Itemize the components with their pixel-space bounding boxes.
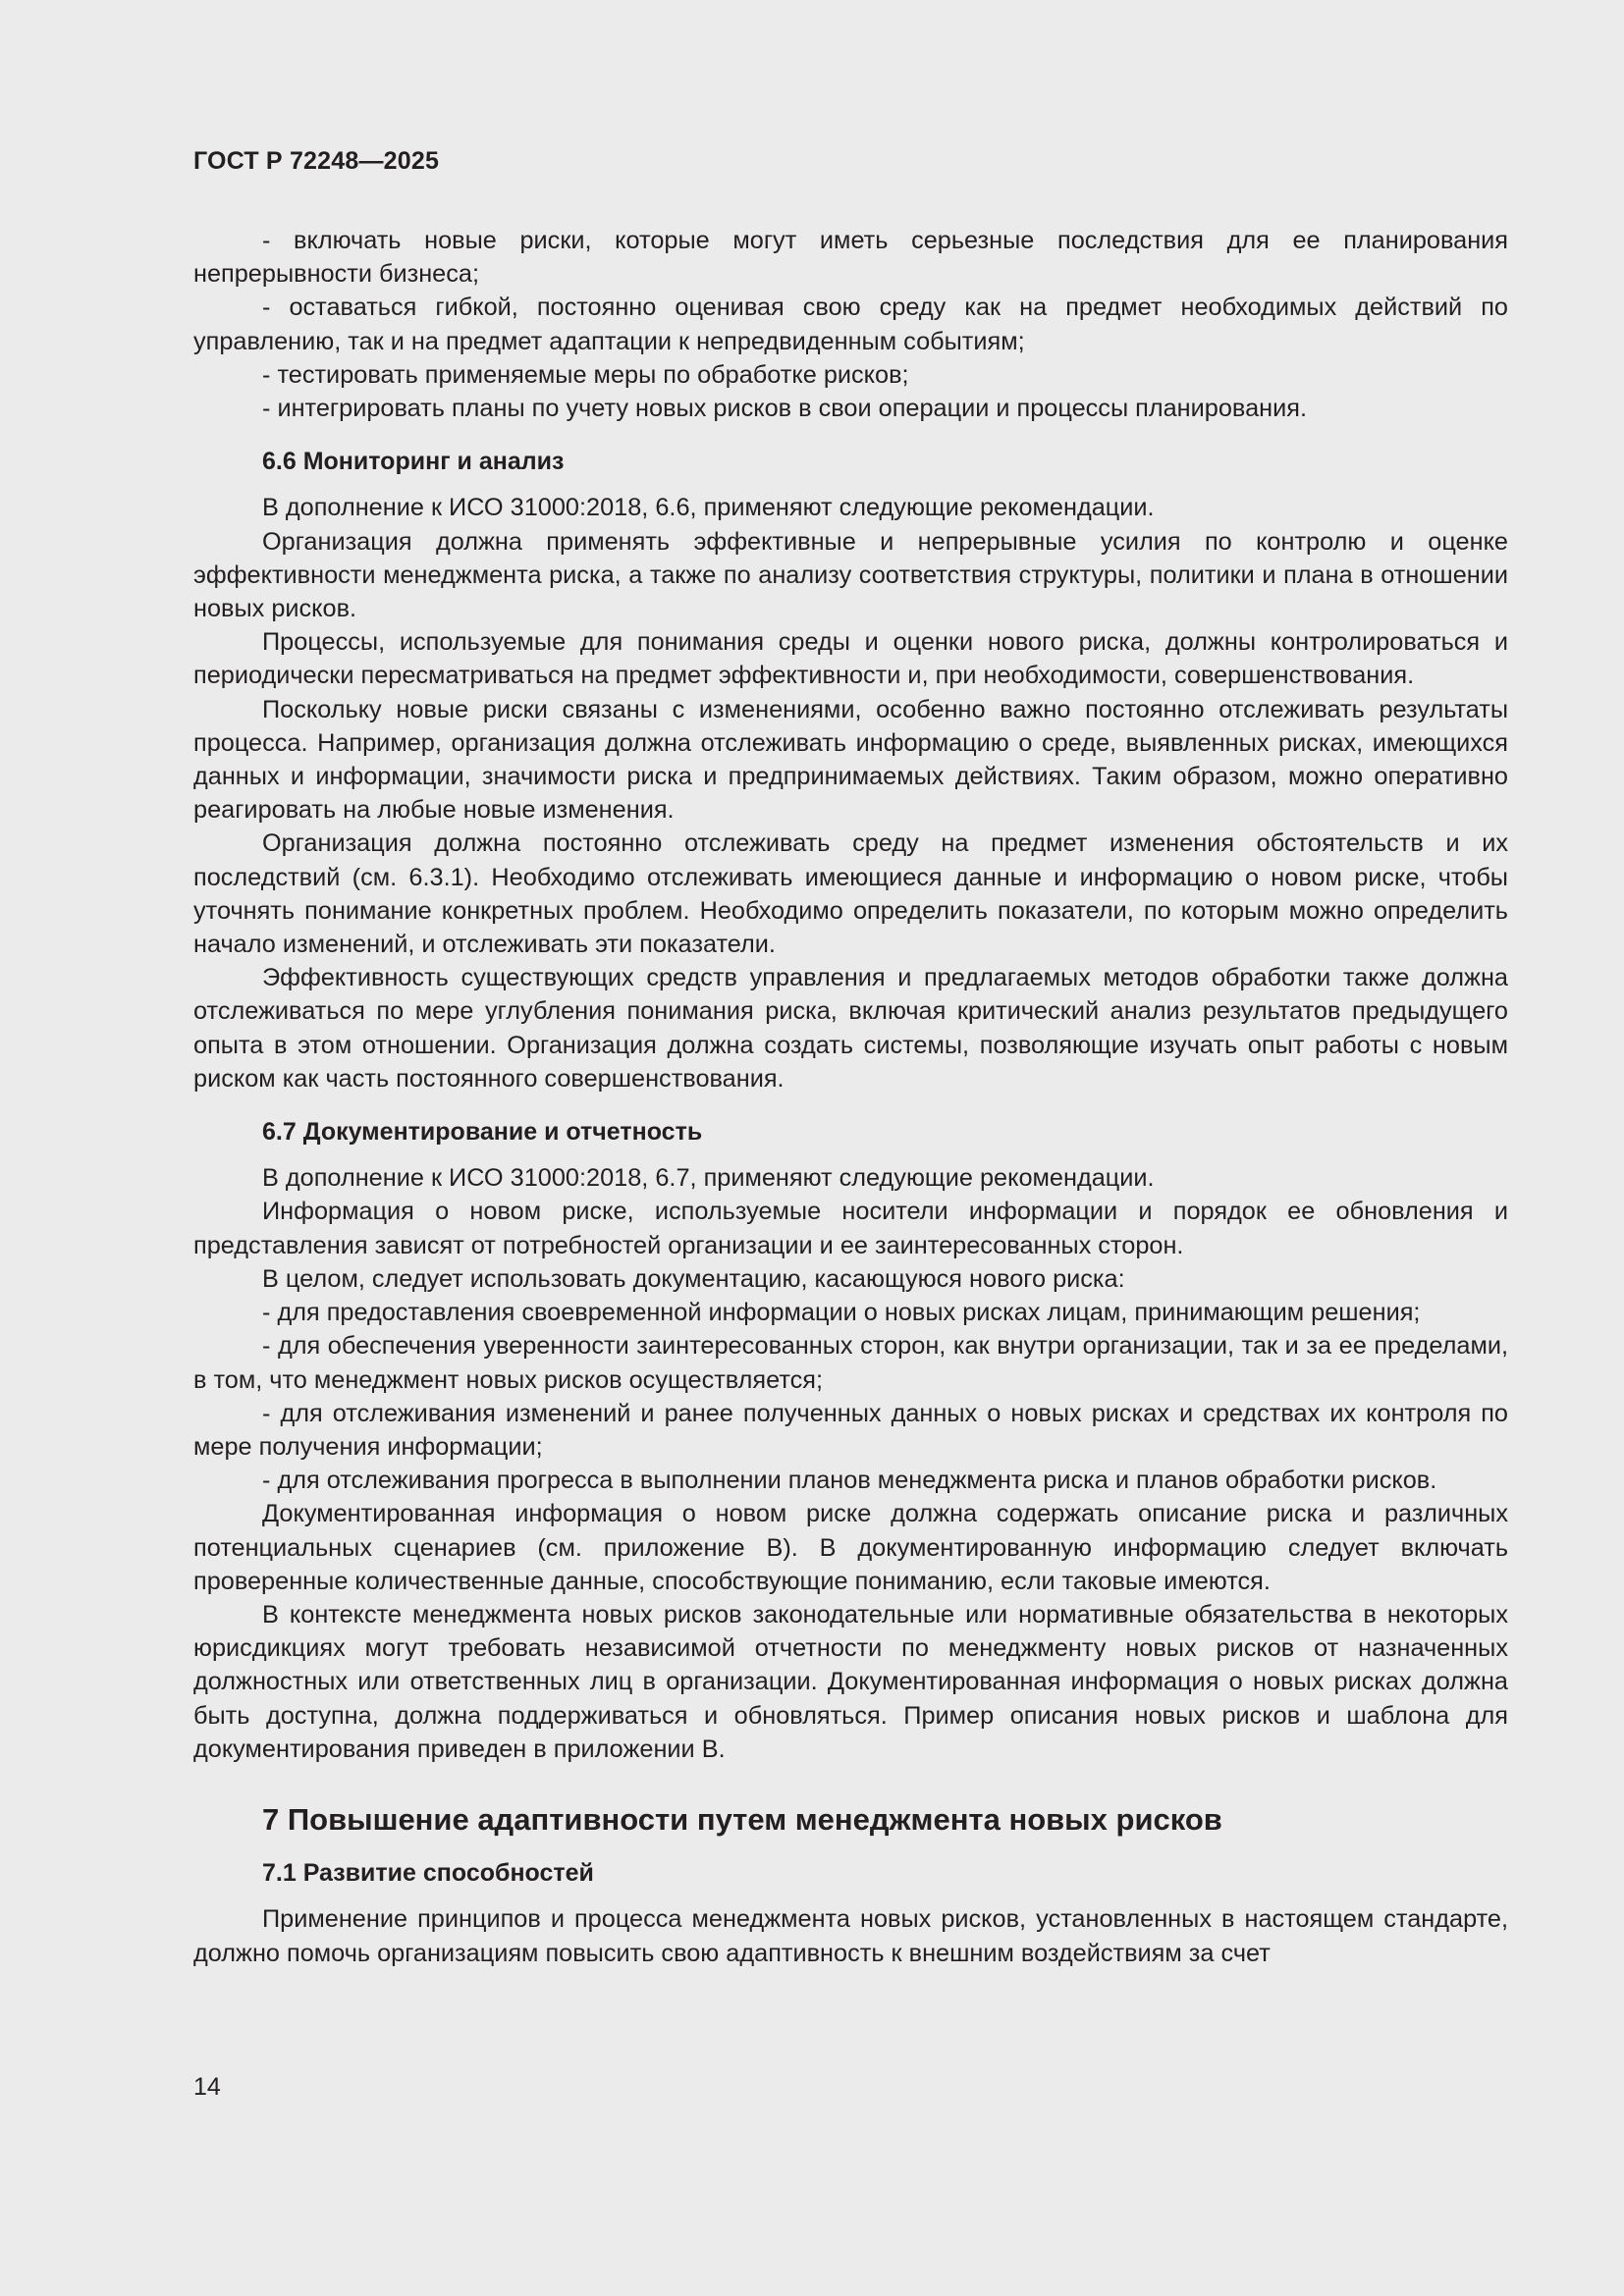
paragraph: Организация должна постоянно отслеживать среду на предмет изменения обстоятельств и их последствий (см. 6.3.1). Необходимо отслеживать имеющиеся данные и информацию о новом риске, чтобы уточнять понимание конкретных проблем. Необходимо определить показатели, по которым можно определить начало изменений, и отслеживать эти показатели. bbox=[193, 829, 1508, 959]
section-heading-6-6: 6.6 Мониторинг и анализ bbox=[262, 448, 565, 476]
paragraph: Применение принципов и процесса менеджмента новых рисков, установленных в настоящем стандарте, должно помочь организациям повысить свою адаптивность к внешним воздействиям за счет bbox=[193, 1905, 1508, 1967]
paragraph: - для отслеживания прогресса в выполнении планов менеджмента риска и планов обработки рисков. bbox=[262, 1467, 1437, 1495]
paragraph: Поскольку новые риски связаны с изменениями, особенно важно постоянно отслеживать результаты процесса. Например, организация должна отслеживать информацию о среде, выявленных рисках, имеющихся данных и информации, значимости риска и предпринимаемых действиях. Таким образом, можно оперативно реагировать на любые новые изменения. bbox=[193, 695, 1508, 825]
paragraph: Организация должна применять эффективные и непрерывные усилия по контролю и оценке эффективности менеджмента риска, а также по анализу соответствия структуры, политики и плана в отношении новых рисков. bbox=[193, 527, 1508, 623]
paragraph: - интегрировать планы по учету новых рисков в свои операции и процессы планирования. bbox=[262, 395, 1307, 423]
paragraph: - для обеспечения уверенности заинтересованных сторон, как внутри организации, так и за ее пределами, в том, что менеджмент новых рисков осуществляется; bbox=[193, 1332, 1508, 1394]
section-heading-7-1: 7.1 Развитие способностей bbox=[262, 1859, 594, 1888]
paragraph: Эффективность существующих средств управления и предлагаемых методов обработки также должна отслеживаться по мере углубления понимания риска, включая критический анализ результатов предыдущего опыта в этом отношении. Организация должна создать системы, позволяющие изучать опыт работы с новым риском как часть постоянного совершенствования. bbox=[193, 964, 1508, 1093]
paragraph: Документированная информация о новом риске должна содержать описание риска и различных потенциальных сценариев (см. приложение В). В документированную информацию следует включать проверенные количественные данные, способствующие пониманию, если таковые имеются. bbox=[193, 1500, 1508, 1595]
paragraph: - включать новые риски, которые могут иметь серьезные последствия для ее планирования непрерывности бизнеса; bbox=[193, 227, 1508, 289]
paragraph: В дополнение к ИСО 31000:2018, 6.6, применяют следующие рекомендации. bbox=[262, 494, 1155, 522]
document-header-code: ГОСТ Р 72248—2025 bbox=[193, 147, 440, 175]
paragraph: Процессы, используемые для понимания среды и оценки нового риска, должны контролироваться и периодически пересматриваться на предмет эффективности и, при необходимости, совершенствования. bbox=[193, 628, 1508, 690]
document-body bbox=[193, 224, 1508, 1970]
chapter-heading-7: 7 Повышение адаптивности путем менеджмента новых рисков bbox=[262, 1801, 1222, 1837]
paragraph: - для предоставления своевременной информации о новых рисках лицам, принимающим решения; bbox=[262, 1299, 1421, 1327]
paragraph: В дополнение к ИСО 31000:2018, 6.7, применяют следующие рекомендации. bbox=[262, 1164, 1155, 1193]
section-heading-6-7: 6.7 Документирование и отчетность bbox=[262, 1118, 703, 1147]
paragraph: Информация о новом риске, используемые носители информации и порядок ее обновления и представления зависят от потребностей организации и ее заинтересованных сторон. bbox=[193, 1198, 1508, 1259]
paragraph: - тестировать применяемые меры по обработке рисков; bbox=[262, 360, 909, 389]
paragraph: В контексте менеджмента новых рисков законодательные или нормативные обязательства в некоторых юрисдикциях могут требовать независимой отчетности по менеджменту новых рисков от назначенных должностных или ответственных лиц в организации. Документированная информация о новых рисках должна быть доступна, должна поддерживаться и обновляться. Пример описания новых рисков и шаблона для документирования приведен в приложении В. bbox=[193, 1600, 1508, 1763]
paragraph: - оставаться гибкой, постоянно оценивая свою среду как на предмет необходимых действий по управлению, так и на предмет адаптации к непредвиденным событиям; bbox=[193, 294, 1508, 355]
paragraph: - для отслеживания изменений и ранее полученных данных о новых рисках и средствах их контроля по мере получения информации; bbox=[193, 1399, 1508, 1461]
paragraph: В целом, следует использовать документацию, касающуюся нового риска: bbox=[262, 1264, 1125, 1293]
page-number: 14 bbox=[193, 2073, 221, 2101]
